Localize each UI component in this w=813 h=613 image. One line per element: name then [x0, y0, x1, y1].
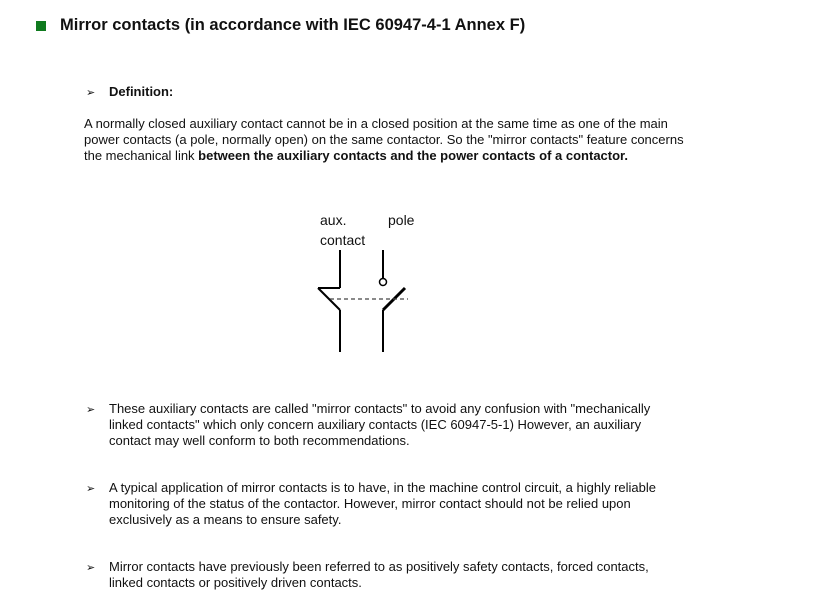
bullet-item: A typical application of mirror contacts is to have, in the machine control circuit, a highly reliable monitoring of the status of the contactor. However, mirror contact should not be relied upon exclusively as a means to ensure safety. [109, 480, 656, 527]
definition-label: Definition: [109, 84, 174, 99]
definition-text-bold: between the auxiliary contacts and the power contacts of a contactor. [198, 148, 628, 163]
definition-text: A normally closed auxiliary contact cannot be in a closed position at the same time as one of the main power contacts (a pole, normally open) on the same contactor. So the "mirror contacts" feature concerns the mechanical link [84, 116, 684, 163]
section-heading [36, 16, 525, 35]
aux-label-line2: contact [320, 232, 366, 248]
aux-label-line1: aux. [320, 212, 347, 228]
arrow-bullet-icon: ➢ [86, 404, 96, 416]
arrow-bullet-icon: ➢ [86, 87, 96, 99]
bullet-item: These auxiliary contacts are called "mirror contacts" to avoid any confusion with "mechanically linked contacts" which only concern auxiliary contacts (IEC 60947-5-1) However, an auxiliary contact may well conform to both recommendations. [109, 401, 651, 448]
definition-paragraph [84, 116, 684, 164]
pole-label: pole [388, 212, 415, 228]
pole-terminal-circle [380, 279, 387, 286]
aux-contact-blade [318, 288, 340, 310]
section-title: Mirror contacts (in accordance with IEC 60947-4-1 Annex F) [60, 16, 526, 34]
contact-symbol-svg [300, 250, 430, 360]
bullet-item: Mirror contacts have previously been referred to as positively safety contacts, forced contacts, linked contacts or positively driven contacts. [109, 559, 649, 590]
arrow-bullet-icon: ➢ [86, 483, 96, 495]
arrow-bullet-icon: ➢ [86, 562, 96, 574]
green-square-bullet-icon [36, 21, 46, 31]
